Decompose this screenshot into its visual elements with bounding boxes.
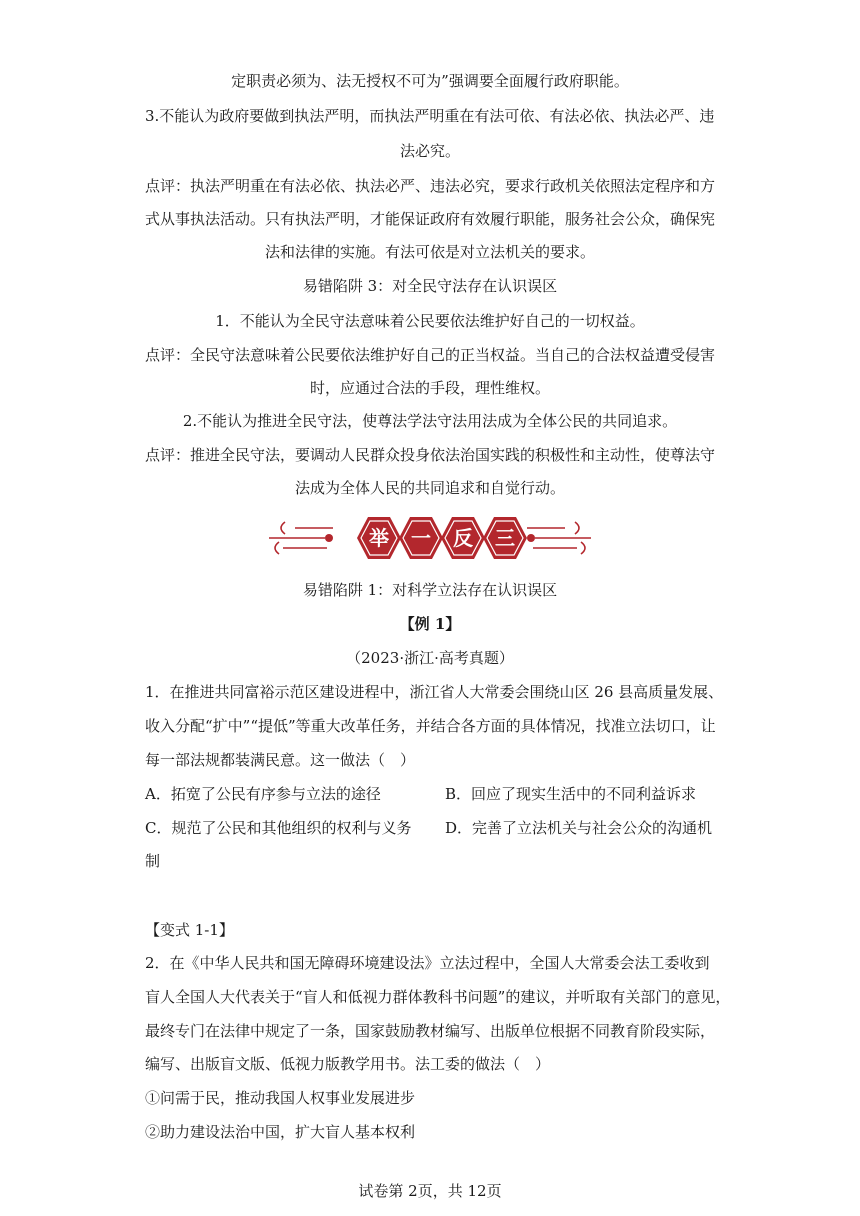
trap-3-comment-1-b: 时，应通过合法的手段，理性维权。 (309, 379, 550, 397)
comment-3-line-b: 式从事执法活动。只有执法严明，才能保证政府有效履行职能，服务社会公众，确保宪 (145, 210, 716, 228)
banner-right-ornament (527, 522, 591, 554)
hexagon-2 (399, 517, 443, 559)
trap-3-item-1: 1．不能认为全民守法意味着公民要依法维护好自己的一切权益。 (215, 312, 645, 330)
item-3-line-b: 法必究。 (399, 142, 460, 160)
question-2-line-c: 最终专门在法律中规定了一条，国家鼓励教材编写、出版单位根据不同教育阶段实际， (145, 1022, 716, 1040)
banner-char-4: 三 (495, 526, 515, 550)
banner-char-3: 反 (453, 526, 473, 550)
trap-3-comment-2-a: 点评：推进全民守法，要调动人民群众投身依法治国实践的积极性和主动性，使尊法守 (145, 446, 716, 464)
option-d-line-a: D．完善了立法机关与社会公众的沟通机 (445, 819, 713, 837)
trap-1-title: 易错陷阱 1：对科学立法存在认识误区 (302, 581, 558, 599)
item-3-line-a: 3.不能认为政府要做到执法严明，而执法严明重在有法可依、有法必依、执法必严、违 (145, 107, 715, 125)
banner-hexagons (357, 517, 527, 559)
statement-1: ①问需于民，推动我国人权事业发展进步 (145, 1089, 416, 1107)
trap-3-comment-1-a: 点评：全民守法意味着公民要依法维护好自己的正当权益。当自己的合法权益遭受侵害 (145, 346, 716, 364)
hexagon-3 (441, 517, 485, 559)
option-d-line-b: 制 (145, 852, 161, 870)
statement-2: ②助力建设法治中国，扩大盲人基本权利 (145, 1123, 416, 1141)
banner-left-ornament (269, 522, 333, 554)
page-footer: 试卷第 2页，共 12页 (358, 1182, 502, 1200)
option-a: A．拓宽了公民有序参与立法的途径 (145, 785, 381, 803)
section-banner (265, 508, 595, 568)
trap-3-comment-2-b: 法成为全体人民的共同追求和自觉行动。 (294, 479, 565, 497)
hexagon-4 (483, 517, 527, 559)
trap-3-item-2: 2.不能认为推进全民守法，使尊法学法守法用法成为全体公民的共同追求。 (182, 412, 678, 430)
question-1-line-a: 1．在推进共同富裕示范区建设进程中，浙江省人大常委会围绕山区 26 县高质量发展、 (145, 683, 724, 701)
comment-3-line-c: 法和法律的实施。有法可依是对立法机关的要求。 (264, 243, 595, 261)
comment-3-line-a: 点评：执法严明重在有法必依、执法必严、违法必究，要求行政机关依照法定程序和方 (145, 177, 716, 195)
question-1-line-c: 每一部法规都装满民意。这一做法（ ） (145, 751, 416, 769)
question-1-line-b: 收入分配“扩中”“提低”等重大改革任务，并结合各方面的具体情况，找准立法切口，让 (145, 717, 716, 735)
question-2-line-a: 2．在《中华人民共和国无障碍环境建设法》立法过程中，全国人大常委会法工委收到 (145, 954, 710, 972)
option-c: C．规范了公民和其他组织的权利与义务 (145, 819, 412, 837)
variant-label: 【变式 1-1】 (145, 921, 234, 939)
option-b: B．回应了现实生活中的不同利益诉求 (445, 785, 697, 803)
question-2-line-d: 编写、出版盲文版、低视力版教学用书。法工委的做法（ ） (145, 1055, 551, 1073)
banner-char-2: 一 (411, 526, 431, 550)
question-2-line-b: 盲人全国人大代表关于“盲人和低视力群体教科书问题”的建议，并听取有关部门的意见， (145, 988, 731, 1006)
hexagon-1 (357, 517, 401, 559)
example-label: 【例 1】 (399, 615, 461, 633)
line-top-1: 定职责必须为、法无授权不可为”强调要全面履行政府职能。 (231, 72, 629, 90)
trap-3-title: 易错陷阱 3：对全民守法存在认识误区 (302, 277, 558, 295)
banner-char-1: 举 (369, 526, 389, 550)
question-source: （2023·浙江·高考真题） (346, 649, 514, 667)
